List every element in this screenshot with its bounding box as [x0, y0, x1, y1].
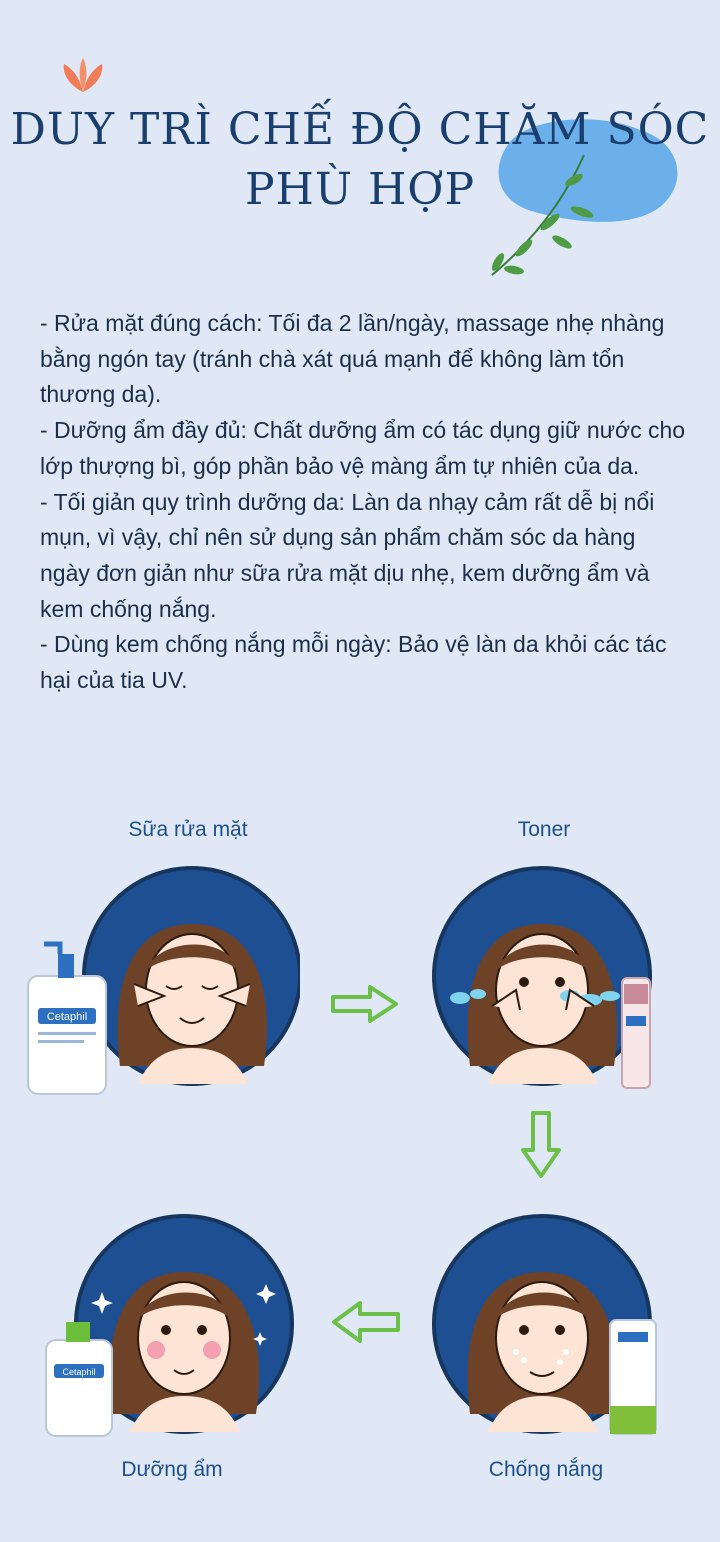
face-sunscreen-illustration: [420, 1214, 690, 1454]
flower-petal-icon: [58, 56, 108, 96]
face-toner-illustration: [420, 866, 690, 1106]
step-label-moisturizer: Dưỡng ẩm: [121, 1458, 223, 1481]
tip-paragraph: - Dùng kem chống nắng mỗi ngày: Bảo vệ làn da khỏi các tác hại của tia UV.: [40, 631, 667, 694]
tip-paragraph: - Rửa mặt đúng cách: Tối đa 2 lần/ngày, massage nhẹ nhàng bằng ngón tay (tránh chà xát quá mạnh để không làm tổn thương da).: [40, 310, 665, 408]
step-label-toner: Toner: [517, 818, 571, 841]
page-title: [0, 100, 720, 220]
svg-text:Cetaphil: Cetaphil: [62, 1367, 96, 1377]
step-label-sunscreen: Chống nắng: [488, 1458, 604, 1481]
moisturizer-bottle-icon: [46, 1322, 112, 1436]
arrow-left-icon: [330, 1300, 402, 1344]
arrow-right-icon: [330, 984, 400, 1024]
tips-text: [40, 306, 690, 699]
title-line-2: PHÙ HỢP: [244, 164, 476, 215]
face-moisturizer-illustration: [40, 1214, 310, 1454]
tip-paragraph: - Tối giản quy trình dưỡng da: Làn da nhạy cảm rất dễ bị nổi mụn, vì vậy, chỉ nên sử dụng sản phẩm chăm sóc da hàng ngày đơn giản như sữa rửa mặt dịu nhẹ, kem dưỡng ẩm và kem chống nắng.: [40, 488, 655, 622]
step-label-cleanser: Sữa rửa mặt: [128, 818, 248, 841]
tip-paragraph: - Dưỡng ẩm đầy đủ: Chất dưỡng ẩm có tác dụng giữ nước cho lớp thượng bì, góp phần bảo vệ màng ẩm tự nhiên của da.: [40, 417, 686, 479]
title-line-1: DUY TRÌ CHẾ ĐỘ CHĂM SÓC: [10, 104, 710, 155]
toner-bottle-icon: [622, 978, 650, 1088]
sunscreen-tube-icon: [610, 1320, 656, 1434]
svg-text:Cetaphil: Cetaphil: [46, 1011, 88, 1023]
face-cleansing-illustration: [20, 866, 300, 1106]
arrow-down-icon: [519, 1110, 563, 1180]
